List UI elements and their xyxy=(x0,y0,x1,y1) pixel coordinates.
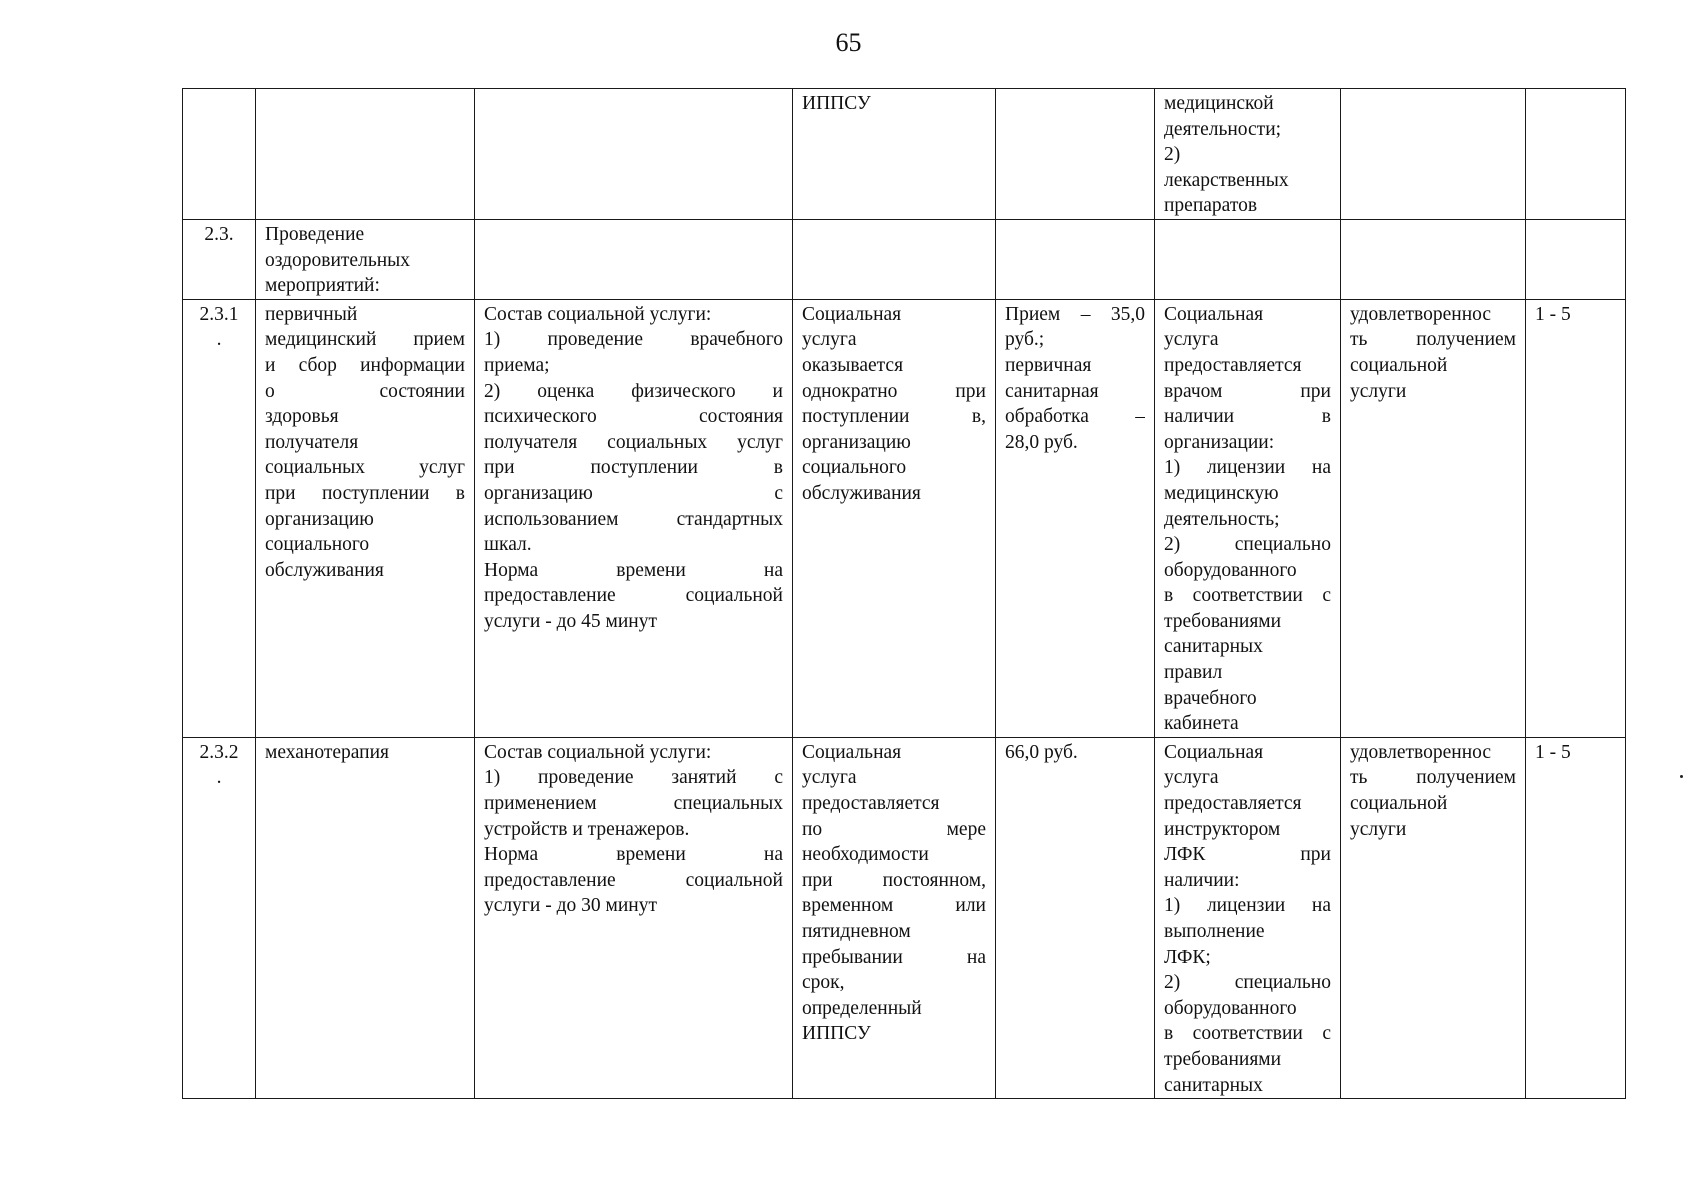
cell-line: услуга xyxy=(1164,329,1219,351)
cell-line: предоставляется xyxy=(802,793,940,815)
cell-line: приема; xyxy=(484,354,550,376)
cell-line: организацию xyxy=(265,508,374,530)
cell-line: ть получением xyxy=(1350,329,1516,351)
cell-line: получателя xyxy=(265,431,359,453)
cell-line: санитарных xyxy=(1164,636,1263,658)
cell-line: 2) специально xyxy=(1164,972,1331,994)
cell-line: Проведение xyxy=(265,223,365,245)
cell-line: 28,0 руб. xyxy=(1005,431,1078,453)
services-table xyxy=(182,88,1626,1099)
cell-line: ЛФК; xyxy=(1164,946,1211,968)
table-row xyxy=(183,219,1626,299)
cell-line: услуги - до 45 минут xyxy=(484,610,657,632)
cell-line: предоставление социальной xyxy=(484,869,783,891)
quality-indicator-cell xyxy=(1341,219,1526,299)
cell-line: 2) специально xyxy=(1164,534,1331,556)
cell-line: ИППСУ xyxy=(802,93,871,114)
rating-cell xyxy=(1526,299,1626,737)
cell-line: 66,0 руб. xyxy=(1005,741,1078,763)
cell-line: препаратов xyxy=(1164,195,1258,217)
rating-value: 1 - 5 xyxy=(1535,741,1571,763)
service-name-cell xyxy=(256,89,475,220)
cell-line: 1) проведение врачебного xyxy=(484,329,783,351)
cell-line: организацию xyxy=(802,431,911,453)
cell-line: в соответствии с xyxy=(1164,1023,1331,1045)
cell-line: социальной xyxy=(1350,354,1448,376)
cell-line: медицинский прием xyxy=(265,329,465,351)
cell-line: социальных услуг xyxy=(265,457,465,479)
cell-line: о состоянии xyxy=(265,380,465,402)
requirements-cell xyxy=(1155,89,1341,220)
cell-line: ть получением xyxy=(1350,767,1516,789)
cell-line: обработка – xyxy=(1005,406,1145,428)
service-conditions-cell xyxy=(793,737,996,1098)
cell-line: медицинской xyxy=(1164,93,1274,114)
cell-line: Социальная xyxy=(1164,303,1264,325)
service-content-cell xyxy=(475,737,793,1098)
cell-line: врачом при xyxy=(1164,380,1331,402)
cell-line: руб.; xyxy=(1005,329,1045,351)
cell-line: ИППСУ xyxy=(802,1023,871,1045)
row-number: 2.3.1 . xyxy=(199,303,239,351)
cell-line: оздоровительных xyxy=(265,249,411,271)
cell-line: однократно при xyxy=(802,380,986,402)
cell-line: организацию с xyxy=(484,482,783,504)
cell-line: по мере xyxy=(802,818,986,840)
tariff-cell xyxy=(996,737,1155,1098)
cell-line: пребывании на xyxy=(802,946,986,968)
cell-line: применением специальных xyxy=(484,793,783,815)
cell-line: удовлетвореннос xyxy=(1350,741,1492,763)
cell-line: услуга xyxy=(1164,767,1219,789)
cell-line: социального xyxy=(265,534,370,556)
cell-line: 1) проведение занятий с xyxy=(484,767,783,789)
cell-line: обслуживания xyxy=(265,559,384,581)
table-row xyxy=(183,299,1626,737)
cell-line: механотерапия xyxy=(265,741,389,763)
row-number-cell xyxy=(183,299,256,737)
service-conditions-cell xyxy=(793,89,996,220)
cell-line: обслуживания xyxy=(802,482,921,504)
requirements-cell xyxy=(1155,737,1341,1098)
cell-line: срок, xyxy=(802,972,845,994)
tariff-cell xyxy=(996,299,1155,737)
quality-indicator-cell xyxy=(1341,737,1526,1098)
cell-line: 2) оценка физического и xyxy=(484,380,783,402)
row-number: 2.3. xyxy=(204,223,234,245)
cell-line: санитарных xyxy=(1164,1074,1263,1096)
row-number-cell xyxy=(183,219,256,299)
cell-line: Норма времени на xyxy=(484,844,783,866)
cell-line: предоставляется xyxy=(1164,793,1302,815)
cell-line: медицинскую xyxy=(1164,482,1279,504)
row-number: 2.3.2 . xyxy=(199,741,239,789)
cell-line: 1) лицензии на xyxy=(1164,457,1331,479)
requirements-cell xyxy=(1155,299,1341,737)
cell-line: лекарственных xyxy=(1164,169,1289,191)
cell-line: использованием стандартных xyxy=(484,508,783,530)
cell-line: услуги xyxy=(1350,380,1407,402)
cell-line: наличии в xyxy=(1164,406,1331,428)
service-content-cell xyxy=(475,219,793,299)
row-number-cell xyxy=(183,737,256,1098)
service-content-cell xyxy=(475,299,793,737)
cell-line: Социальная xyxy=(802,303,902,325)
table-row xyxy=(183,737,1626,1098)
cell-line: первичная xyxy=(1005,354,1092,376)
cell-line: социальной xyxy=(1350,793,1448,815)
service-conditions-cell xyxy=(793,219,996,299)
quality-indicator-cell xyxy=(1341,299,1526,737)
cell-line: при поступлении в xyxy=(484,457,783,479)
cell-line: врачебного xyxy=(1164,687,1257,709)
cell-line: Норма времени на xyxy=(484,559,783,581)
cell-line: определенный xyxy=(802,997,922,1019)
cell-line: Состав социальной услуги: xyxy=(484,741,712,763)
cell-line: психического состояния xyxy=(484,406,783,428)
tariff-cell xyxy=(996,219,1155,299)
table-row xyxy=(183,89,1626,220)
cell-line: в соответствии с xyxy=(1164,585,1331,607)
cell-line: требованиями xyxy=(1164,1048,1282,1070)
cell-line: требованиями xyxy=(1164,610,1282,632)
rating-value: 1 - 5 xyxy=(1535,303,1571,325)
cell-line: организации: xyxy=(1164,431,1275,453)
cell-line: услуги - до 30 минут xyxy=(484,895,657,917)
cell-line: временном или xyxy=(802,895,986,917)
cell-line: 2) xyxy=(1164,144,1181,166)
cell-line: правил xyxy=(1164,662,1223,684)
service-conditions-cell xyxy=(793,299,996,737)
cell-line: Социальная xyxy=(802,741,902,763)
service-name-cell xyxy=(256,299,475,737)
cell-line: здоровья xyxy=(265,406,339,428)
cell-line: удовлетвореннос xyxy=(1350,303,1492,325)
cell-line: при поступлении в xyxy=(265,482,465,504)
rating-cell xyxy=(1526,219,1626,299)
cell-line: предоставление социальной xyxy=(484,585,783,607)
cell-line: Прием – 35,0 xyxy=(1005,303,1145,325)
cell-line: мероприятий: xyxy=(265,275,380,297)
service-name-cell xyxy=(256,737,475,1098)
cell-line: санитарная xyxy=(1005,380,1099,402)
cell-line: шкал. xyxy=(484,534,532,556)
cell-line: первичный xyxy=(265,303,358,325)
cell-line: получателя социальных услуг xyxy=(484,431,783,453)
row-number-cell xyxy=(183,89,256,220)
cell-line: ЛФК при xyxy=(1164,844,1331,866)
service-content-cell xyxy=(475,89,793,220)
cell-line: при постоянном, xyxy=(802,869,986,891)
cell-line: услуга xyxy=(802,329,857,351)
cell-line: и сбор информации xyxy=(265,354,465,376)
cell-line: предоставляется xyxy=(1164,354,1302,376)
cell-line: наличии: xyxy=(1164,869,1240,891)
scan-dot xyxy=(1680,775,1683,778)
cell-line: поступлении в, xyxy=(802,406,986,428)
rating-cell xyxy=(1526,737,1626,1098)
cell-line: необходимости xyxy=(802,844,929,866)
cell-line: устройств и тренажеров. xyxy=(484,818,690,840)
cell-line: оборудованного xyxy=(1164,559,1297,581)
cell-line: выполнение xyxy=(1164,921,1265,942)
cell-line: социального xyxy=(802,457,907,479)
cell-line: деятельности; xyxy=(1164,118,1282,140)
page-number: 65 xyxy=(835,28,862,57)
tariff-cell xyxy=(996,89,1155,220)
cell-line: пятидневном xyxy=(802,921,911,942)
cell-line: 1) лицензии на xyxy=(1164,895,1331,917)
cell-line: услуга xyxy=(802,767,857,789)
cell-line: оказывается xyxy=(802,354,904,376)
cell-line: оборудованного xyxy=(1164,997,1297,1019)
cell-line: кабинета xyxy=(1164,713,1239,735)
requirements-cell xyxy=(1155,219,1341,299)
quality-indicator-cell xyxy=(1341,89,1526,220)
rating-cell xyxy=(1526,89,1626,220)
service-name-cell xyxy=(256,219,475,299)
cell-line: деятельность; xyxy=(1164,508,1280,530)
cell-line: услуги xyxy=(1350,818,1407,840)
cell-line: Социальная xyxy=(1164,741,1264,763)
cell-line: Состав социальной услуги: xyxy=(484,303,712,325)
cell-line: инструктором xyxy=(1164,818,1281,840)
